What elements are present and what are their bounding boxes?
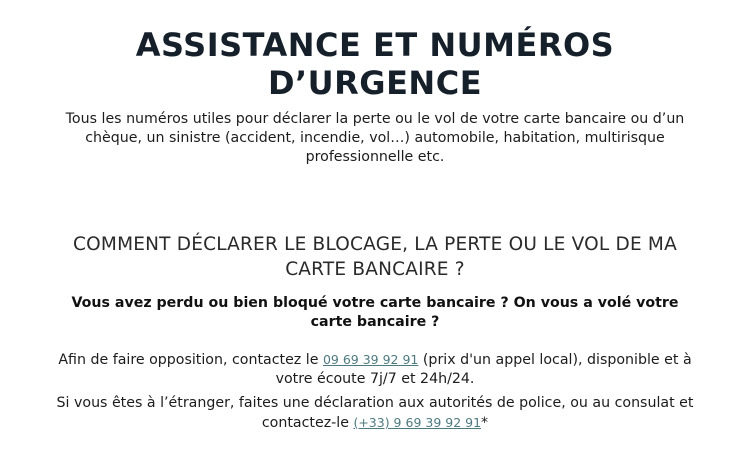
opposition-text-after: (prix d'un appel local), disponible et à votre écoute 7j/7 et 24h/24. — [275, 352, 692, 387]
opposition-paragraph — [40, 350, 710, 389]
abroad-text-before: Si vous êtes à l’étranger, faites une déclaration aux autorités de police, ou au consulat et contactez-le — [56, 395, 694, 431]
page-title — [0, 26, 750, 102]
intro-text: Tous les numéros utiles pour déclarer la perte ou le vol de votre carte bancaire ou d’un chèque, un sinistre (accident, incendie, vol…) automobile, habitation, multirisque professionnelle etc. — [65, 111, 685, 165]
phone-link-local[interactable]: 09 69 39 92 91 — [322, 352, 419, 367]
opposition-text-before: Afin de faire opposition, contactez le — [58, 352, 323, 368]
abroad-asterisk: * — [481, 415, 489, 431]
abroad-paragraph — [40, 394, 710, 433]
phone-link-international[interactable]: (+33) 9 69 39 92 91 — [353, 415, 482, 430]
page-title-line-2: D’URGENCE — [267, 64, 483, 102]
section-title: COMMENT DÉCLARER LE BLOCAGE, LA PERTE OU LE VOL DE MA CARTE BANCAIRE ? — [73, 234, 677, 280]
page-title-line-1: ASSISTANCE ET NUMÉROS — [135, 26, 615, 64]
section-question: Vous avez perdu ou bien bloqué votre carte bancaire ? On vous a volé votre carte bancaire ? — [71, 295, 679, 330]
